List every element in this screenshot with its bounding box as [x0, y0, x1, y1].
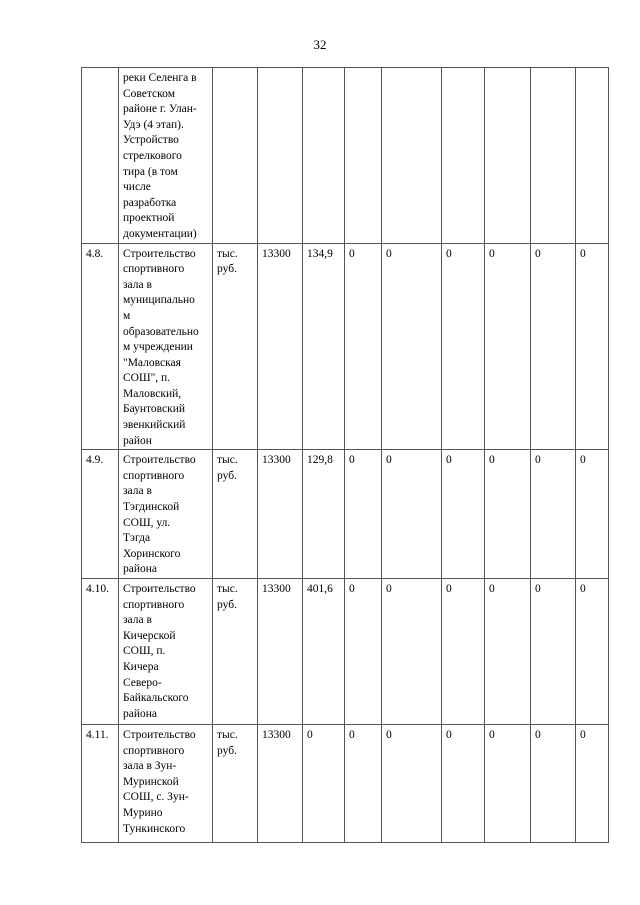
activity-name-line: зала в: [123, 614, 152, 627]
value-cell: 0: [345, 579, 382, 725]
value-cell: 0: [576, 579, 609, 725]
total-cell: 129,8: [303, 450, 345, 579]
value-cell: [576, 68, 609, 244]
activity-name-line: проектной: [123, 212, 175, 225]
value-cell: 0: [531, 579, 576, 725]
value-cell: 0: [531, 725, 576, 843]
unit-cell: тыс. руб.: [213, 579, 258, 725]
value-cell: 0: [485, 725, 531, 843]
activity-name-line: спортивного: [123, 263, 185, 276]
activity-name-line: тира (в том: [123, 165, 178, 178]
activity-name-line: Маловский,: [123, 387, 182, 400]
activity-name-line: Хоринского: [123, 547, 181, 560]
activity-name-line: "Маловская: [123, 356, 181, 369]
value-cell: 0: [485, 579, 531, 725]
row-number-cell: 4.10.: [82, 579, 119, 725]
value-cell: 0: [576, 725, 609, 843]
activity-name-line: Устройство: [123, 134, 179, 147]
table-row: [82, 725, 609, 843]
activity-name-line: муниципально: [123, 294, 195, 307]
activity-name-line: районе г. Улан-: [123, 103, 197, 116]
activity-name-line: спортивного: [123, 744, 185, 757]
value-cell: [531, 68, 576, 244]
page-number: 32: [313, 37, 327, 52]
code-cell: [258, 68, 303, 244]
activity-name-line: Кичерской: [123, 629, 176, 642]
activity-name-line: Удэ (4 этап).: [123, 118, 184, 131]
total-cell: 134,9: [303, 243, 345, 450]
value-cell: [382, 68, 442, 244]
value-cell: 0: [442, 243, 485, 450]
program-table: [81, 67, 609, 843]
value-cell: 0: [576, 450, 609, 579]
unit-cell: тыс. руб.: [213, 450, 258, 579]
activity-name-line: Кичера: [123, 660, 159, 673]
activity-name-line: спортивного: [123, 469, 185, 482]
activity-name-cell: [119, 68, 213, 244]
value-cell: 0: [382, 450, 442, 579]
activity-name-line: Тэгда: [123, 532, 151, 545]
activity-name-line: Северо-: [123, 676, 162, 689]
value-cell: 0: [531, 243, 576, 450]
activity-name-line: числе: [123, 181, 151, 194]
activity-name-line: Строительство: [123, 247, 196, 260]
value-cell: 0: [382, 243, 442, 450]
table-row: [82, 68, 609, 244]
activity-name-line: Байкальского: [123, 692, 189, 705]
unit-cell: [213, 68, 258, 244]
activity-name-cell: [119, 243, 213, 450]
total-cell: 401,6: [303, 579, 345, 725]
table-row: [82, 450, 609, 579]
unit-cell: тыс. руб.: [213, 725, 258, 843]
activity-name-line: документации): [123, 227, 197, 240]
value-cell: 0: [345, 243, 382, 450]
table-row: [82, 243, 609, 450]
activity-name-line: района: [123, 707, 158, 720]
row-number-cell: [82, 68, 119, 244]
activity-name-line: разработка: [123, 196, 177, 209]
total-cell: 0: [303, 725, 345, 843]
activity-name-line: Советском: [123, 87, 175, 100]
value-cell: 0: [345, 725, 382, 843]
value-cell: [442, 68, 485, 244]
activity-name-line: СОШ, ул.: [123, 516, 171, 529]
unit-cell: тыс. руб.: [213, 243, 258, 450]
activity-name-line: м учреждении: [123, 341, 193, 354]
value-cell: 0: [442, 725, 485, 843]
code-cell: 13300: [258, 579, 303, 725]
activity-name-line: реки Селенга в: [123, 72, 197, 84]
code-cell: 13300: [258, 725, 303, 843]
code-cell: 13300: [258, 243, 303, 450]
activity-name-line: зала в: [123, 485, 152, 498]
value-cell: [485, 68, 531, 244]
value-cell: 0: [382, 725, 442, 843]
value-cell: 0: [382, 579, 442, 725]
activity-name-line: Строительство: [123, 454, 196, 467]
activity-name-line: Мурино: [123, 806, 163, 819]
activity-name-line: Тункинского: [123, 822, 186, 835]
activity-name-line: образовательно: [123, 325, 199, 338]
value-cell: 0: [531, 450, 576, 579]
row-number-cell: 4.8.: [82, 243, 119, 450]
table-row: [82, 579, 609, 725]
activity-name-line: района: [123, 563, 158, 576]
value-cell: 0: [485, 450, 531, 579]
activity-name-line: зала в: [123, 278, 152, 291]
value-cell: 0: [345, 450, 382, 579]
row-number-cell: 4.11.: [82, 725, 119, 843]
activity-name-line: район: [123, 434, 152, 447]
activity-name-cell: [119, 450, 213, 579]
value-cell: 0: [485, 243, 531, 450]
activity-name-line: СОШ", п.: [123, 372, 171, 385]
code-cell: 13300: [258, 450, 303, 579]
activity-name-line: Баунтовский: [123, 403, 186, 416]
row-number-cell: 4.9.: [82, 450, 119, 579]
activity-name-line: СОШ, п.: [123, 645, 166, 658]
activity-name-line: СОШ, с. Зун-: [123, 791, 189, 804]
activity-name-line: Строительство: [123, 729, 196, 741]
activity-name-cell: [119, 579, 213, 725]
total-cell: [303, 68, 345, 244]
activity-name-line: эвенкийский: [123, 419, 186, 432]
activity-name-line: Строительство: [123, 583, 196, 595]
activity-name-line: зала в Зун-: [123, 760, 177, 773]
value-cell: 0: [576, 243, 609, 450]
activity-name-line: Муринской: [123, 775, 179, 788]
activity-name-line: м: [123, 309, 131, 322]
activity-name-cell: [119, 725, 213, 843]
value-cell: 0: [442, 450, 485, 579]
value-cell: [345, 68, 382, 244]
value-cell: 0: [442, 579, 485, 725]
activity-name-line: спортивного: [123, 598, 185, 611]
activity-name-line: Тэгдинской: [123, 501, 180, 514]
activity-name-line: стрелкового: [123, 149, 182, 162]
